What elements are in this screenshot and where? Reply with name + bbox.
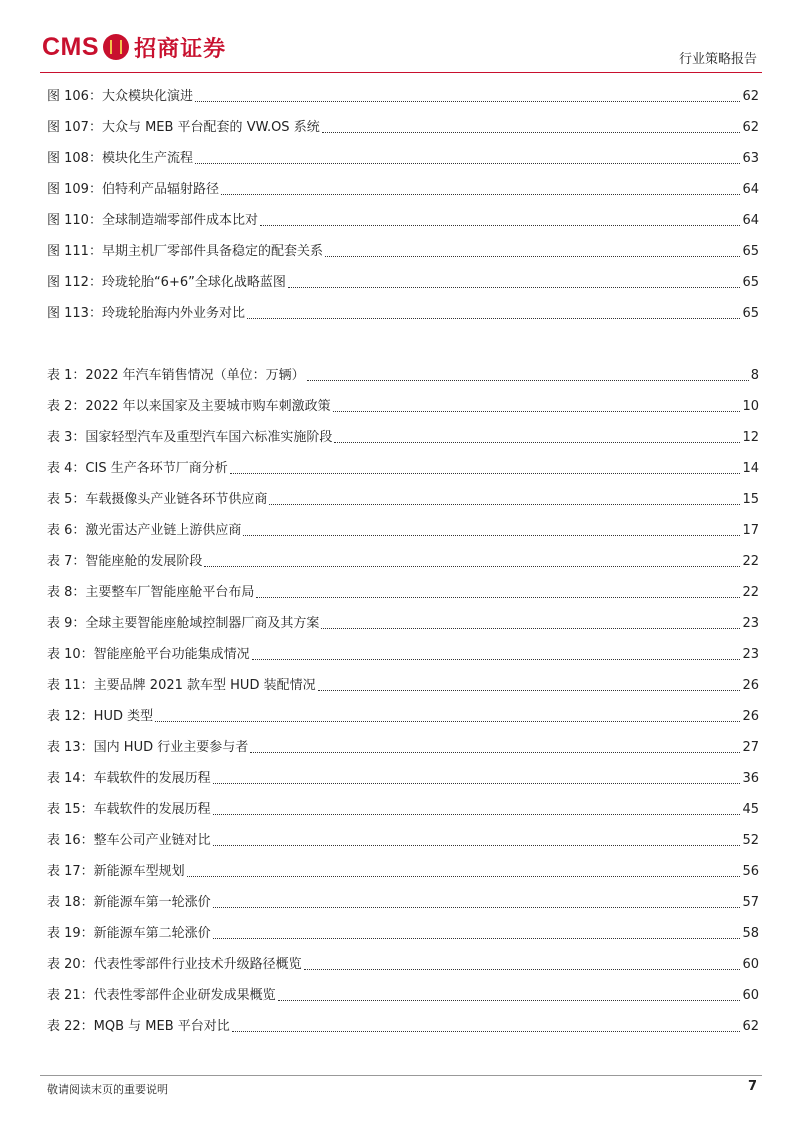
dot-leader — [334, 442, 740, 443]
toc-entry-table[interactable] — [47, 548, 759, 570]
toc-entry-label: 表 12：HUD 类型 — [47, 709, 154, 724]
toc-entry-label: 表 11：主要品牌 2021 款车型 HUD 装配情况 — [47, 678, 316, 693]
toc-entry-label: 表 15：车载软件的发展历程 — [47, 802, 211, 817]
toc-entry-page: 27 — [742, 740, 759, 755]
toc-entry-page: 56 — [742, 864, 759, 879]
dot-leader — [213, 783, 741, 784]
toc-entry-table[interactable] — [47, 579, 759, 601]
toc-entry-table[interactable] — [47, 362, 759, 384]
toc-entry-table[interactable] — [47, 858, 759, 880]
toc-entry-label: 图 111：早期主机厂零部件具备稳定的配套关系 — [47, 244, 323, 259]
toc-entry-page: 23 — [742, 616, 759, 631]
header-divider — [40, 72, 762, 73]
toc-entry-label: 图 113：玲珑轮胎海内外业务对比 — [47, 306, 245, 321]
toc-entry-label: 表 6：激光雷达产业链上游供应商 — [47, 523, 242, 538]
toc-entry-page: 10 — [742, 399, 759, 414]
toc-entry-page: 58 — [742, 926, 759, 941]
toc-entry-table[interactable] — [47, 951, 759, 973]
toc-entry-figure[interactable] — [47, 114, 759, 136]
toc-entry-label: 表 3：国家轻型汽车及重型汽车国六标准实施阶段 — [47, 430, 333, 445]
toc-entry-label: 表 18：新能源车第一轮涨价 — [47, 895, 211, 910]
toc-entry-page: 57 — [742, 895, 759, 910]
dot-leader — [213, 907, 741, 908]
toc-entry-label: 表 2：2022 年以来国家及主要城市购车刺激政策 — [47, 399, 331, 414]
logo-text: CMS — [42, 32, 100, 61]
dot-leader — [304, 969, 741, 970]
page-header — [0, 0, 802, 75]
toc-entry-table[interactable] — [47, 672, 759, 694]
toc-entry-page: 8 — [750, 368, 759, 383]
toc-entry-figure[interactable] — [47, 145, 759, 167]
toc-entry-table[interactable] — [47, 517, 759, 539]
toc-entry-page: 64 — [742, 213, 759, 228]
dot-leader — [333, 411, 741, 412]
toc-entry-page: 65 — [742, 306, 759, 321]
dot-leader — [247, 318, 741, 319]
toc-entry-figure[interactable] — [47, 207, 759, 229]
toc-entry-page: 22 — [742, 585, 759, 600]
logo-chinese-name: 招商证券 — [134, 36, 227, 62]
toc-entry-figure[interactable] — [47, 238, 759, 260]
toc-entry-table[interactable] — [47, 424, 759, 446]
toc-entry-figure[interactable] — [47, 83, 759, 105]
dot-leader — [269, 504, 740, 505]
toc-entry-table[interactable] — [47, 703, 759, 725]
toc-entry-table[interactable] — [47, 610, 759, 632]
toc-entry-label: 图 106：大众模块化演进 — [47, 89, 193, 104]
toc-entry-label: 表 4：CIS 生产各环节厂商分析 — [47, 461, 228, 476]
toc-entry-label: 表 16：整车公司产业链对比 — [47, 833, 211, 848]
dot-leader — [260, 225, 741, 226]
dot-leader — [318, 690, 741, 691]
dot-leader — [252, 659, 741, 660]
toc-entry-page: 60 — [742, 988, 759, 1003]
toc-entry-page: 45 — [742, 802, 759, 817]
toc-entry-label: 表 13：国内 HUD 行业主要参与者 — [47, 740, 249, 755]
toc-entry-label: 表 14：车载软件的发展历程 — [47, 771, 211, 786]
toc-entry-label: 表 17：新能源车型规划 — [47, 864, 185, 879]
toc-entry-page: 64 — [742, 182, 759, 197]
toc-entry-page: 65 — [742, 244, 759, 259]
toc-entry-table[interactable] — [47, 1013, 759, 1035]
toc-entry-label: 表 21：代表性零部件企业研发成果概览 — [47, 988, 276, 1003]
toc-entry-page: 52 — [742, 833, 759, 848]
toc-entry-label: 表 19：新能源车第二轮涨价 — [47, 926, 211, 941]
dot-leader — [322, 132, 741, 133]
dot-leader — [307, 380, 749, 381]
toc-entry-page: 23 — [742, 647, 759, 662]
dot-leader — [288, 287, 741, 288]
toc-entry-page: 26 — [742, 709, 759, 724]
toc-entry-page: 12 — [742, 430, 759, 445]
toc-entry-page: 62 — [742, 120, 759, 135]
toc-entry-label: 表 7：智能座舱的发展阶段 — [47, 554, 203, 569]
report-type: 行业策略报告 — [678, 52, 757, 67]
dot-leader — [243, 535, 740, 536]
toc-entry-table[interactable] — [47, 889, 759, 911]
toc-entry-table[interactable] — [47, 920, 759, 942]
footer-divider — [40, 1075, 762, 1076]
dot-leader — [195, 101, 741, 102]
dot-leader — [155, 721, 740, 722]
toc-entry-label: 图 110：全球制造端零部件成本比对 — [47, 213, 258, 228]
toc-entry-table[interactable] — [47, 393, 759, 415]
toc-entry-figure[interactable] — [47, 269, 759, 291]
toc-entry-table[interactable] — [47, 796, 759, 818]
toc-entry-label: 表 10：智能座舱平台功能集成情况 — [47, 647, 250, 662]
toc-entry-page: 63 — [742, 151, 759, 166]
toc-entry-table[interactable] — [47, 765, 759, 787]
toc-entry-label: 表 5：车载摄像头产业链各环节供应商 — [47, 492, 268, 507]
toc-entry-page: 62 — [742, 1019, 759, 1034]
dot-leader — [325, 256, 741, 257]
toc-entry-label: 表 22：MQB 与 MEB 平台对比 — [47, 1019, 230, 1034]
logo-emblem-icon — [103, 34, 129, 60]
dot-leader — [230, 473, 741, 474]
toc-entry-table[interactable] — [47, 641, 759, 663]
dot-leader — [250, 752, 740, 753]
toc-entry-label: 图 109：伯特利产品辐射路径 — [47, 182, 219, 197]
toc-entry-page: 17 — [742, 523, 759, 538]
toc-entry-page: 22 — [742, 554, 759, 569]
toc-entry-figure[interactable] — [47, 300, 759, 322]
toc-entry-label: 表 1：2022 年汽车销售情况（单位：万辆） — [47, 368, 305, 383]
toc-entry-page: 62 — [742, 89, 759, 104]
toc-entry-table[interactable] — [47, 734, 759, 756]
toc-entry-page: 65 — [742, 275, 759, 290]
dot-leader — [232, 1031, 741, 1032]
dot-leader — [213, 845, 741, 846]
toc-entry-page: 15 — [742, 492, 759, 507]
dot-leader — [278, 1000, 741, 1001]
dot-leader — [213, 938, 741, 939]
toc-entry-table[interactable] — [47, 827, 759, 849]
toc-entry-figure[interactable] — [47, 176, 759, 198]
toc-entry-table[interactable] — [47, 455, 759, 477]
dot-leader — [256, 597, 740, 598]
toc-entry-label: 图 107：大众与 MEB 平台配套的 VW.OS 系统 — [47, 120, 320, 135]
cms-logo — [42, 27, 226, 67]
toc-entry-label: 图 108：模块化生产流程 — [47, 151, 193, 166]
dot-leader — [187, 876, 741, 877]
toc-entry-table[interactable] — [47, 486, 759, 508]
dot-leader — [195, 163, 741, 164]
toc-entry-page: 14 — [742, 461, 759, 476]
page-number: 7 — [747, 1079, 757, 1094]
toc-entry-page: 26 — [742, 678, 759, 693]
dot-leader — [321, 628, 740, 629]
dot-leader — [221, 194, 741, 195]
toc-entry-page: 60 — [742, 957, 759, 972]
footer-note: 敬请阅读末页的重要说明 — [47, 1083, 168, 1096]
toc-entry-label: 表 9：全球主要智能座舱域控制器厂商及其方案 — [47, 616, 320, 631]
toc-entry-page: 36 — [742, 771, 759, 786]
toc-entry-label: 图 112：玲珑轮胎“6+6”全球化战略蓝图 — [47, 275, 286, 290]
toc-entry-label: 表 8：主要整车厂智能座舱平台布局 — [47, 585, 255, 600]
dot-leader — [213, 814, 741, 815]
dot-leader — [204, 566, 740, 567]
toc-entry-label: 表 20：代表性零部件行业技术升级路径概览 — [47, 957, 302, 972]
toc-entry-table[interactable] — [47, 982, 759, 1004]
